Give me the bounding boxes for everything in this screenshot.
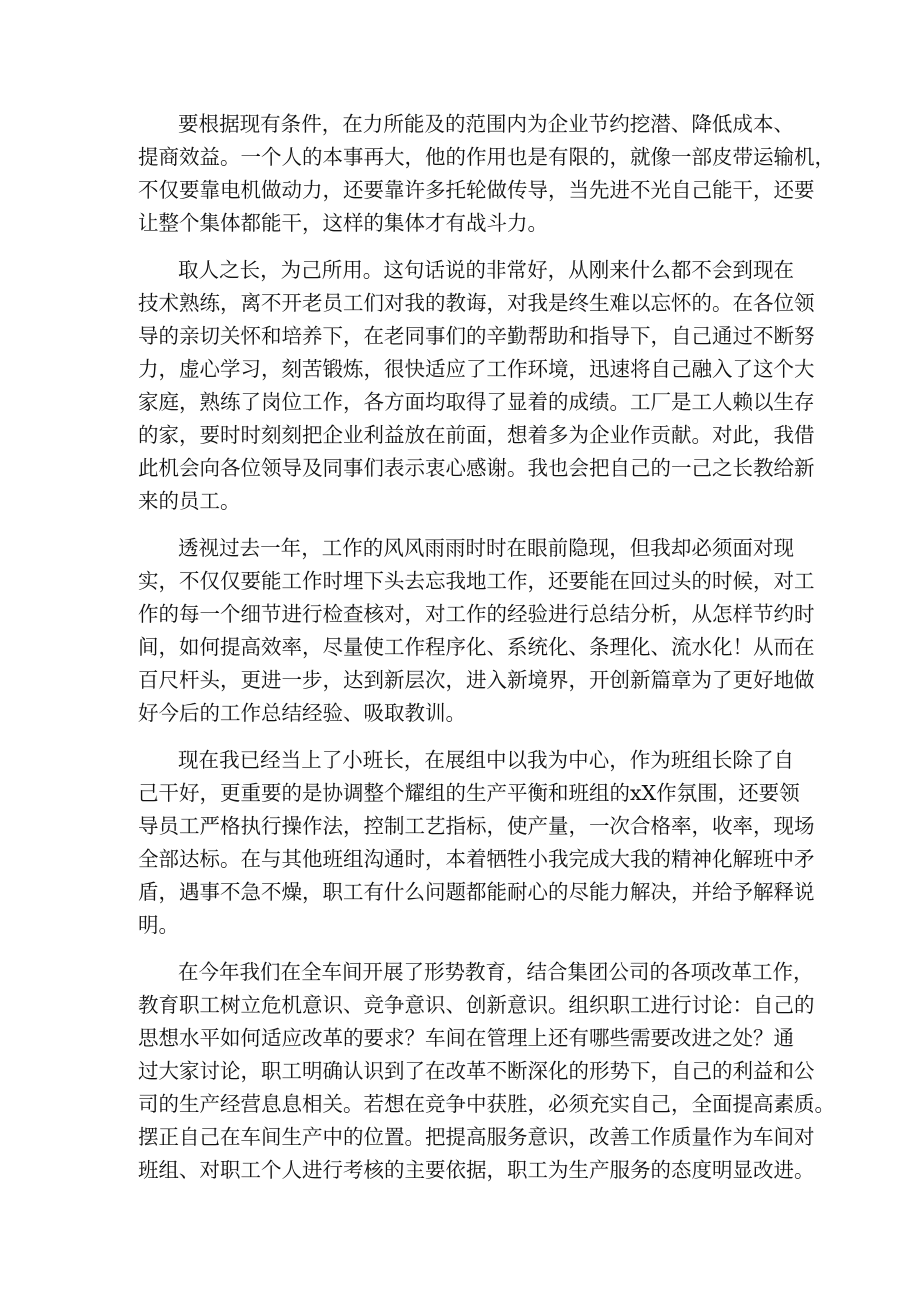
text-line: 家庭，熟练了岗位工作，各方面均取得了显着的成绩。工厂是工人赖以生存 [138,390,815,414]
text-line: 司的生产经营息息相关。若想在竞争中获胜，必须充实自己，全面提高素质。 [138,1092,835,1116]
paragraph-5 [138,956,835,1187]
text-line: 来的员工。 [138,489,241,513]
text-line: 己干好，更重要的是协调整个耀组的生产平衡和班组的xX作氛围，还要领 [138,781,800,805]
text-line: 好今后的工作总结经验、吸取教训。 [138,701,466,725]
text-line: 盾，遇事不急不燥，职工有什么问题都能耐心的尽能力解决，并给予解释说 [138,880,815,904]
text-line: 明。 [138,913,179,937]
text-line: 在今年我们在全车间开展了形势教育，结合集团公司的各项改革工作， [178,960,814,984]
text-line: 导员工严格执行操作法，控制工艺指标，使产量，一次合格率，收率，现场 [138,814,815,838]
text-line: 力，虚心学习，刻苦锻炼，很快适应了工作环境，迅速将自己融入了这个大 [138,357,815,381]
text-line: 思想水平如何适应改革的要求？车间在管理上还有哪些需要改进之处？通 [138,1026,794,1050]
text-line: 透视过去一年，工作的风风雨雨时时在眼前隐现，但我却必须面对现 [178,536,794,560]
text-line: 技术熟练，离不开老员工们对我的教诲，对我是终生难以忘怀的。在各位领 [138,291,815,315]
text-line: 教育职工树立危机意识、竞争意识、创新意识。组织职工进行讨论：自己的 [138,993,815,1017]
text-line: 作的每一个细节进行检查核对，对工作的经验进行总结分析，从怎样节约时 [138,602,815,626]
text-line: 班组、对职工个人进行考核的主要依据，职工为生产服务的态度明显改进。 [138,1158,815,1182]
paragraph-2 [138,254,815,518]
document-body [138,108,835,1201]
text-line: 百尺杆头，更进一步，达到新层次，进入新境界，开创新篇章为了更好地做 [138,668,815,692]
paragraph-3 [138,532,815,730]
text-line: 要根据现有条件，在力所能及的范围内为企业节约挖潜、降低成本、 [178,112,794,136]
text-line: 取人之长，为己所用。这句话说的非常好，从刚来什么都不会到现在 [178,258,794,282]
paragraph-1 [138,108,835,240]
text-line: 实，不仅仅要能工作时埋下头去忘我地工作，还要能在回过头的时候，对工 [138,569,815,593]
text-line: 过大家讨论，职工明确认识到了在改革不断深化的形势下，自己的利益和公 [138,1059,815,1083]
paragraph-4 [138,744,815,942]
text-line: 提商效益。一个人的本事再大，他的作用也是有限的，就像一部皮带运输机， [138,145,835,169]
text-line: 导的亲切关怀和培养下，在老同事们的辛勤帮助和指导下，自己通过不断努 [138,324,815,348]
text-line: 摆正自己在车间生产中的位置。把提高服务意识，改善工作质量作为车间对 [138,1125,815,1149]
text-line: 让整个集体都能干，这样的集体才有战斗力。 [138,211,548,235]
text-line: 此机会向各位领导及同事们表示衷心感谢。我也会把自己的一己之长教给新 [138,456,815,480]
text-line: 不仅要靠电机做动力，还要靠许多托轮做传导，当先进不光自己能干，还要 [138,178,815,202]
text-line: 间，如何提高效率，尽量使工作程序化、系统化、条理化、流水化！从而在 [138,635,815,659]
text-line: 全部达标。在与其他班组沟通时，本着牺牲小我完成大我的精神化解班中矛 [138,847,815,871]
text-line: 现在我已经当上了小班长，在展组中以我为中心，作为班组长除了自 [178,748,794,772]
text-line: 的家，要时时刻刻把企业利益放在前面，想着多为企业作贡献。对此，我借 [138,423,815,447]
